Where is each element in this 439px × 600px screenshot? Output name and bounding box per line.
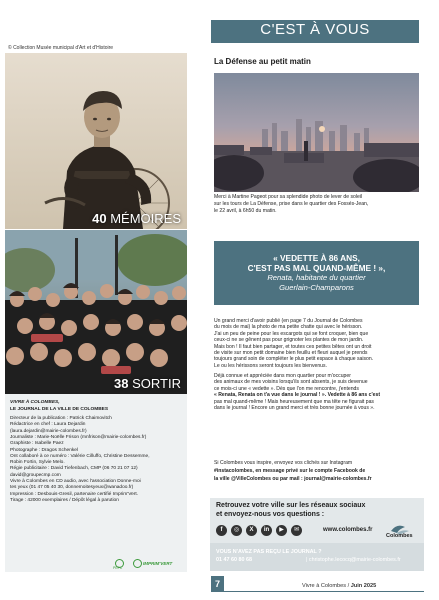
quote-headline-line: C'EST PAS MAL QUAND-MÊME ! », [247, 263, 386, 273]
memoires-page-number: 40 [92, 211, 107, 226]
masthead-line: tes yeux (01 47 05 40 30, donnemoitesyeux@wanadoo.fr) [10, 485, 134, 491]
body-line: ceux-ci ne se gênent pas pour grignoter les plantes de mon jardin. [214, 337, 364, 344]
footer-publication [302, 583, 376, 589]
colombes-brand: Colombes [386, 533, 413, 539]
masthead-line: Rédactrice en chef : Laura Dejardin [10, 422, 86, 428]
social-promo [210, 498, 424, 543]
footer-date: Juin 2025 [350, 583, 377, 589]
social-subheading: et envoyez-nous vos questions : [216, 511, 325, 518]
photo-credit: © Collection Musée municipal d'Art et d'Histoire [8, 45, 114, 51]
memoires-page-label [92, 211, 181, 226]
imprim-vert-leaf-icon [133, 559, 142, 568]
masthead-line: Ont collaboré à ce numéro : Valérie Cilluffo, Christine Dessemme, [10, 453, 150, 459]
quote-attribution-line: Guerlain-Champarons [279, 282, 354, 292]
body-line: de visite sur mon petit domaine bien feuillu et fleuri auquel je prends [214, 350, 368, 356]
body-line: du mois de mai) la photo de ma petite chatte qui avec le hérisson. [214, 324, 363, 331]
masthead-line: Tirage : 42000 exemplaires / Dépôt légal à parution [10, 497, 119, 503]
footer-publication-name: Vivre à Colombes / [302, 583, 350, 589]
masthead-line: Photographe : Dragos Schenkel [10, 447, 78, 453]
article-title: La Défense au petit matin [214, 57, 311, 66]
subscription-bar [210, 543, 424, 571]
sortir-label: SORTIR [132, 376, 181, 391]
website-link[interactable]: www.colombes.fr [323, 527, 373, 533]
invite-line: Si Colombes vous inspire, envoyez vos clichés sur Instagram [214, 460, 353, 466]
masthead-line: Impression : Desbouis-Gresil, partenaire certifié Imprim'Vert. [10, 491, 139, 497]
memoires-label: MÉMOIRES [110, 211, 181, 226]
masthead-line: Vivre à Colombes en CD audio, avec l'association Donne-moi [10, 479, 141, 484]
masthead-line: (laura.dejardin@mairie-colombes.fr) [10, 428, 87, 434]
quote-attribution-line: Renata, habitante du quartier [267, 273, 366, 282]
body-line: Le ou les hérissons seront toujours les bienvenus. [214, 362, 327, 369]
body-line: J'ai un peu de peine pour les escargots qui se font croquer, bien que [214, 330, 369, 337]
masthead-line: Robin Fortin, Sylvie Melo. [10, 460, 65, 466]
masthead-line: Graphiste : Isabelle Paez [10, 441, 64, 447]
subscription-question: VOUS N'AVEZ PAS REÇU LE JOURNAL ? [216, 549, 322, 555]
mail-icon[interactable]: ✉ [291, 525, 302, 536]
caption-line: sur les tours de La Défense, prise dans le quartier des Fossés-Jean, [214, 201, 369, 207]
pefc-logo-text: PEFC [113, 566, 123, 570]
youtube-icon[interactable]: ▶ [276, 525, 287, 536]
memoires-photo[interactable] [5, 53, 187, 229]
body-line: « Renata, Renata on t'a vue dans le journal ! ». Vedette à 86 ans c'est [214, 392, 381, 399]
masthead-line: Directeur de la publication : Patrick Chaimovitch [10, 416, 112, 421]
subscription-phone[interactable]: 01 47 60 80 68 [216, 557, 252, 563]
invite-line: la ville @VilleColombes ou par mail : journal@mairie-colombes.fr [214, 476, 372, 482]
body-line: Mais bon ! Il faut bien partager, et toutes ces petites bêtes ont un droit [214, 343, 372, 350]
body-line: ce mois-ci une « vedette ». Dès que l'on me rencontre, j'entends [214, 385, 359, 392]
footer-divider [224, 591, 424, 592]
la-defense-photo[interactable] [214, 73, 419, 192]
quote-headline-line: « VEDETTE À 86 ANS, [273, 253, 360, 263]
masthead-line: david@groupecmp.com [10, 472, 61, 478]
social-heading: Retrouvez votre ville sur les réseaux sociaux [216, 502, 366, 509]
body-line: Un grand merci d'avoir publié (en page 7 du Journal de Colombes [214, 318, 363, 324]
quote-headline [214, 253, 419, 273]
body-line: dans le journal ! Encore un grand merci et très bonne journée à vous ». [214, 405, 375, 411]
subscription-email[interactable]: | christophe.lecocq@mairie-colombes.fr [306, 557, 401, 563]
sortir-page-label [114, 376, 181, 391]
facebook-icon[interactable]: f [216, 525, 227, 536]
section-banner: C'EST À VOUS [211, 20, 419, 40]
photo-caption [214, 194, 419, 215]
header-divider [211, 40, 419, 43]
imprim-vert-logo-text: IMPRIM'VERT [143, 561, 173, 566]
x-icon[interactable]: X [246, 525, 257, 536]
body-line: Déjà connue et appréciée dans mon quartier pour m'occuper [214, 373, 351, 379]
masthead-line: Régie publicitaire : David Tiefenbach, CMP (06 70 21 07 12) [10, 466, 138, 472]
masthead-subtitle: LE JOURNAL DE LA VILLE DE COLOMBES [10, 406, 109, 412]
body-line: des animaux de mes voisins lorsqu'ils sont absents, je suis devenue [214, 379, 368, 386]
quote-attribution [214, 273, 419, 292]
masthead-panel [5, 394, 187, 572]
sortir-photo[interactable] [5, 230, 187, 394]
masthead-title: VIVRE À COLOMBES, [10, 400, 60, 405]
body-line: pas mal quand-même ! Mais heureusement que ma tête ne figurait pas [214, 398, 374, 405]
linkedin-icon[interactable]: in [261, 525, 272, 536]
caption-line: le 22 avril, à 6h50 du matin. [214, 208, 277, 214]
instagram-icon[interactable]: ◎ [231, 525, 242, 536]
body-line: toujours grand soin de compléter le plus petit espace à chaque saison. [214, 356, 374, 363]
quote-box [214, 241, 419, 305]
page-number: 7 [211, 576, 224, 592]
masthead-line: Journaliste : Marie-Noëlle Frison (mnfrison@mairie-colombes.fr) [10, 434, 147, 440]
caption-line: Merci à Martine Pageot pour sa splendide photo de lever de soleil [214, 194, 363, 200]
sortir-page-number: 38 [114, 376, 129, 391]
invite-line: #instacolombes, en message privé sur le compte Facebook de [214, 468, 366, 474]
